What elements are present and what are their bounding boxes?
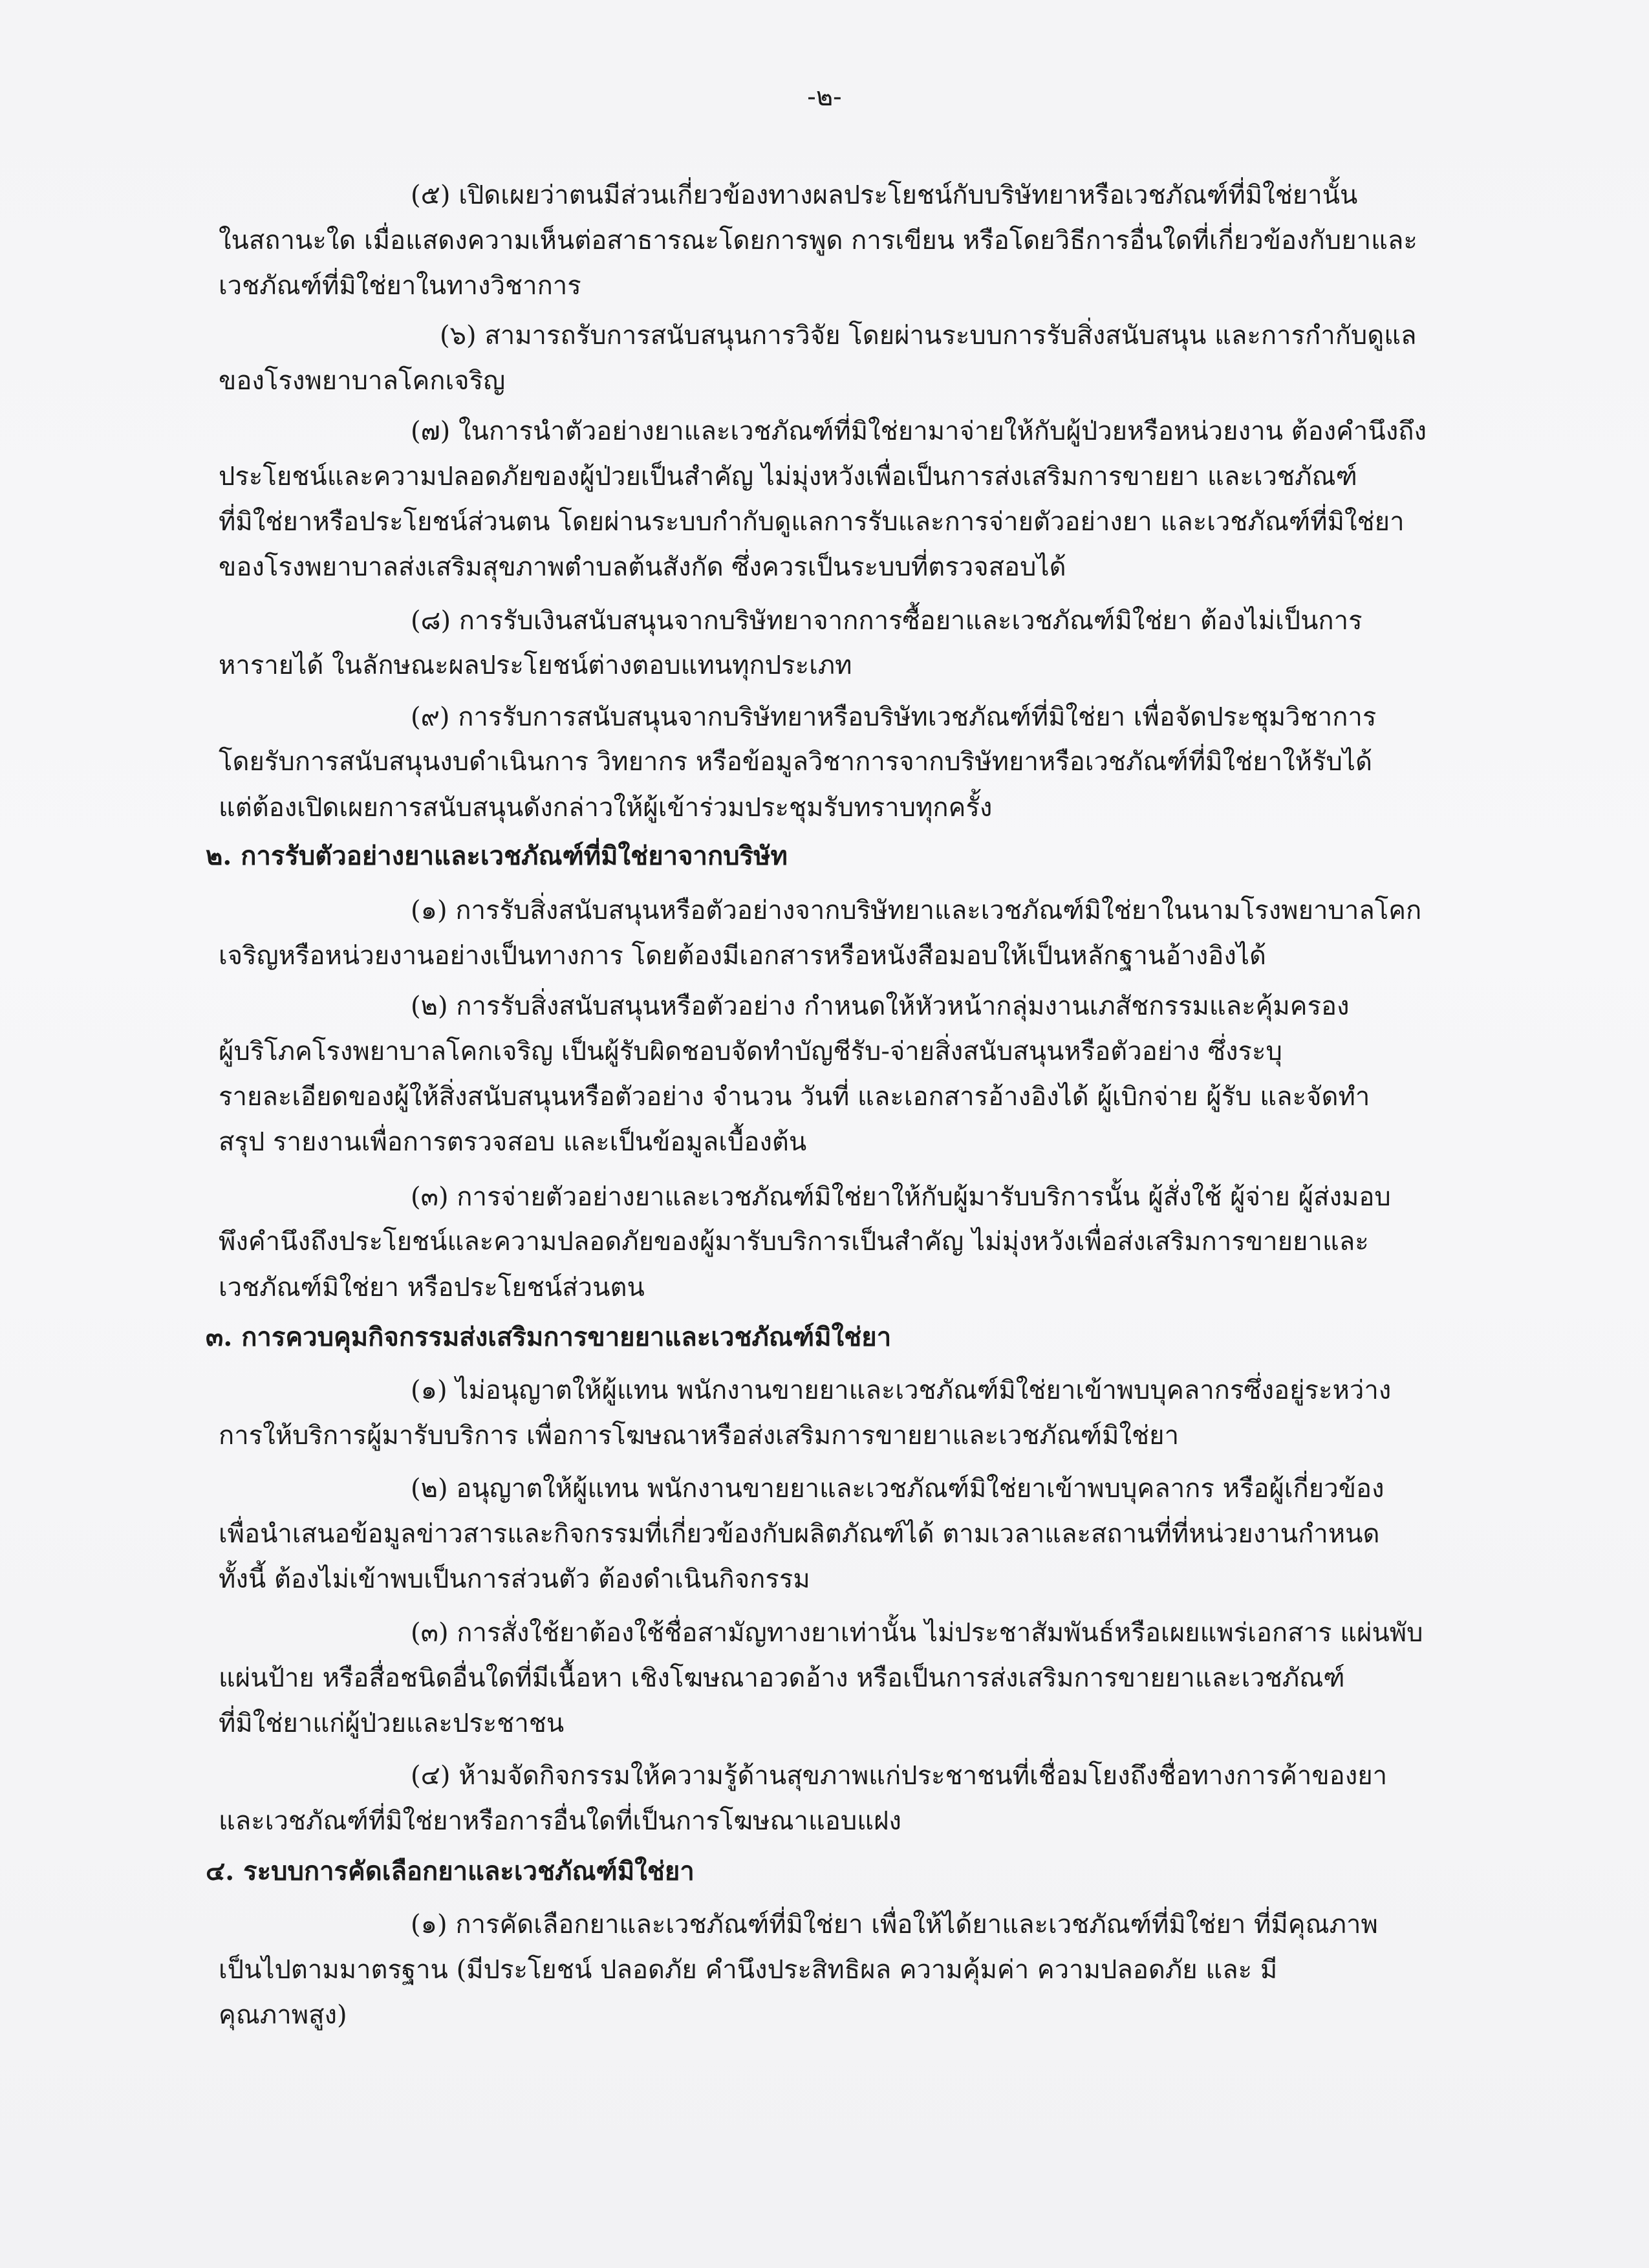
text-line: รายละเอียดของผู้ให้สิ่งสนับสนุนหรือตัวอย่าง จำนวน วันที่ และเอกสารอ้างอิงได้ ผู้เบิกจ่าย ผู้รับ และจัดทำ <box>219 1082 1370 1112</box>
text-line: (๒) อนุญาตให้ผู้แทน พนักงานขายยาและเวชภัณฑ์มิใช่ยาเข้าพบบุคลากร หรือผู้เกี่ยวข้อง <box>411 1474 1385 1504</box>
section-heading: ๔. ระบบการคัดเลือกยาและเวชภัณฑ์มิใช่ยา <box>206 1856 695 1886</box>
text-line: ในสถานะใด เมื่อแสดงความเห็นต่อสาธารณะโดยการพูด การเขียน หรือโดยวิธีการอื่นใดที่เกี่ยวข้องกับยาและ <box>219 226 1417 255</box>
text-line: เวชภัณฑ์มิใช่ยา หรือประโยชน์ส่วนตน <box>219 1273 645 1302</box>
text-line: (๙) การรับการสนับสนุนจากบริษัทยาหรือบริษัทเวชภัณฑ์ที่มิใช่ยา เพื่อจัดประชุมวิชาการ <box>411 702 1377 732</box>
text-line: (๔) ห้ามจัดกิจกรรมให้ความรู้ด้านสุขภาพแก่ประชาชนที่เชื่อมโยงถึงชื่อทางการค้าของยา <box>411 1761 1388 1791</box>
text-line: ประโยชน์และความปลอดภัยของผู้ป่วยเป็นสำคัญ ไม่มุ่งหวังเพื่อเป็นการส่งเสริมการขายยา และเวชภัณฑ์ <box>219 462 1357 491</box>
text-line: เป็นไปตามมาตรฐาน (มีประโยชน์ ปลอดภัย คำนึงประสิทธิผล ความคุ้มค่า ความปลอดภัย และ มี <box>219 1955 1278 1985</box>
text-line: ที่มิใช่ยาแก่ผู้ป่วยและประชาชน <box>219 1709 565 1738</box>
section-heading: ๓. การควบคุมกิจกรรมส่งเสริมการขายยาและเวชภัณฑ์มิใช่ยา <box>206 1322 892 1352</box>
text-line: (๓) การสั่งใช้ยาต้องใช้ชื่อสามัญทางยาเท่านั้น ไม่ประชาสัมพันธ์หรือเผยแพร่เอกสาร แผ่นพับ <box>411 1618 1423 1648</box>
text-line: เวชภัณฑ์ที่มิใช่ยาในทางวิชาการ <box>219 271 581 301</box>
text-line: หารายได้ ในลักษณะผลประโยชน์ต่างตอบแทนทุกประเภท <box>219 651 852 680</box>
text-line: (๓) การจ่ายตัวอย่างยาและเวชภัณฑ์มิใช่ยาให้กับผู้มารับบริการนั้น ผู้สั่งใช้ ผู้จ่าย ผู้ส่งมอบ <box>411 1182 1391 1212</box>
text-line: (๗) ในการนำตัวอย่างยาและเวชภัณฑ์ที่มิใช่ยามาจ่ายให้กับผู้ป่วยหรือหน่วยงาน ต้องคำนึงถึง <box>411 416 1427 446</box>
text-line: และเวชภัณฑ์ที่มิใช่ยาหรือการอื่นใดที่เป็นการโฆษณาแอบแฝง <box>219 1806 901 1836</box>
page-number: -๒- <box>807 82 842 112</box>
text-line: โดยรับการสนับสนุนงบดำเนินการ วิทยากร หรือข้อมูลวิชาการจากบริษัทยาหรือเวชภัณฑ์ที่มิใช่ยาให้รับได้ <box>219 747 1372 777</box>
text-line: (๑) ไม่อนุญาตให้ผู้แทน พนักงานขายยาและเวชภัณฑ์มิใช่ยาเข้าพบบุคลากรซึ่งอยู่ระหว่าง <box>411 1376 1392 1405</box>
text-line: (๑) การรับสิ่งสนับสนุนหรือตัวอย่างจากบริษัทยาและเวชภัณฑ์มิใช่ยาในนามโรงพยาบาลโคก <box>411 896 1422 925</box>
text-line: ของโรงพยาบาลโคกเจริญ <box>219 366 506 396</box>
text-line: เจริญหรือหน่วยงานอย่างเป็นทางการ โดยต้องมีเอกสารหรือหนังสือมอบให้เป็นหลักฐานอ้างอิงได้ <box>219 941 1266 971</box>
text-line: การให้บริการผู้มารับบริการ เพื่อการโฆษณาหรือส่งเสริมการขายยาและเวชภัณฑ์มิใช่ยา <box>219 1421 1180 1451</box>
text-line: (๖) สามารถรับการสนับสนุนการวิจัย โดยผ่านระบบการรับสิ่งสนับสนุน และการกำกับดูแล <box>440 321 1417 351</box>
text-line: คุณภาพสูง) <box>219 2000 347 2030</box>
text-line: (๘) การรับเงินสนับสนุนจากบริษัทยาจากการซื้อยาและเวชภัณฑ์มิใช่ยา ต้องไม่เป็นการ <box>411 606 1363 636</box>
text-line: (๕) เปิดเผยว่าตนมีส่วนเกี่ยวข้องทางผลประโยชน์กับบริษัทยาหรือเวชภัณฑ์ที่มิใช่ยานั้น <box>411 180 1358 210</box>
section-heading: ๒. การรับตัวอย่างยาและเวชภัณฑ์ที่มิใช่ยาจากบริษัท <box>206 841 788 871</box>
text-line: ผู้บริโภคโรงพยาบาลโคกเจริญ เป็นผู้รับผิดชอบจัดทำบัญชีรับ-จ่ายสิ่งสนับสนุนหรือตัวอย่าง ซึ่งระบุ <box>219 1037 1282 1066</box>
text-line: แผ่นป้าย หรือสื่อชนิดอื่นใดที่มีเนื้อหา เชิงโฆษณาอวดอ้าง หรือเป็นการส่งเสริมการขายยาและเวชภัณฑ์ <box>219 1663 1345 1693</box>
text-line: ทั้งนี้ ต้องไม่เข้าพบเป็นการส่วนตัว ต้องดำเนินกิจกรรม <box>219 1564 810 1594</box>
text-line: ของโรงพยาบาลส่งเสริมสุขภาพตำบลต้นสังกัด ซึ่งควรเป็นระบบที่ตรวจสอบได้ <box>219 552 1066 582</box>
text-line: แต่ต้องเปิดเผยการสนับสนุนดังกล่าวให้ผู้เข้าร่วมประชุมรับทราบทุกครั้ง <box>219 793 993 823</box>
text-line: พึงคำนึงถึงประโยชน์และความปลอดภัยของผู้มารับบริการเป็นสำคัญ ไม่มุ่งหวังเพื่อส่งเสริมการขายยาและ <box>219 1227 1369 1257</box>
text-line: เพื่อนำเสนอข้อมูลข่าวสารและกิจกรรมที่เกี่ยวข้องกับผลิตภัณฑ์ได้ ตามเวลาและสถานที่ที่หน่วยงานกำหนด <box>219 1519 1380 1549</box>
text-line: สรุป รายงานเพื่อการตรวจสอบ และเป็นข้อมูลเบื้องต้น <box>219 1127 807 1157</box>
text-line: ที่มิใช่ยาหรือประโยชน์ส่วนตน โดยผ่านระบบกำกับดูแลการรับและการจ่ายตัวอย่างยา และเวชภัณฑ์ที่มิใช่ยา <box>219 507 1405 537</box>
text-line: (๒) การรับสิ่งสนับสนุนหรือตัวอย่าง กำหนดให้หัวหน้ากลุ่มงานเภสัชกรรมและคุ้มครอง <box>411 991 1350 1021</box>
text-line: (๑) การคัดเลือกยาและเวชภัณฑ์ที่มิใช่ยา เพื่อให้ได้ยาและเวชภัณฑ์ที่มิใช่ยา ที่มีคุณภาพ <box>411 1910 1378 1939</box>
